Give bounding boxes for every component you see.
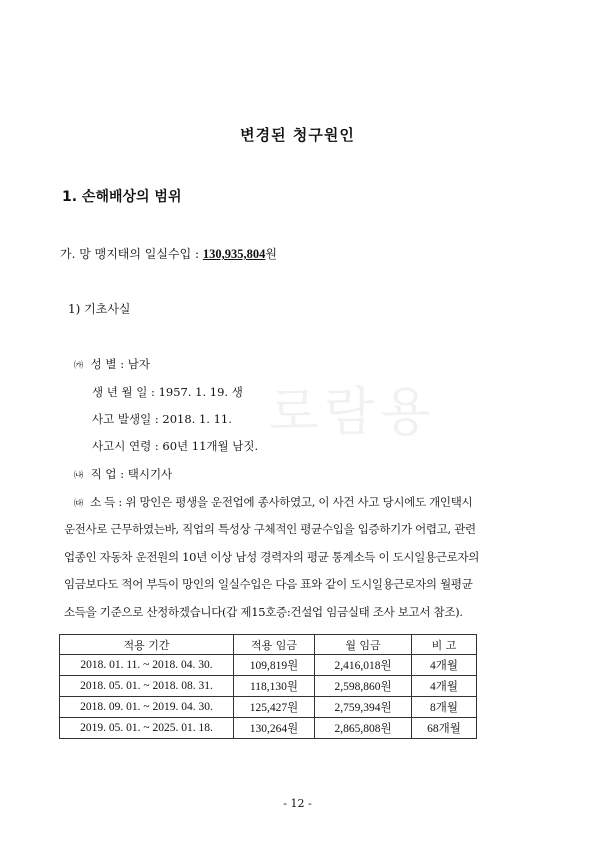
fact-occupation	[74, 466, 172, 482]
fact-label: 소 득	[90, 495, 116, 509]
basic-facts-heading: 1) 기초사실	[68, 302, 131, 316]
fact-gender	[74, 356, 150, 372]
amount-unit: 원	[265, 247, 277, 261]
fact-value: : 1957. 1. 19. 생	[147, 385, 243, 399]
table-cell: 2019. 05. 01. ~ 2025. 01. 18.	[60, 718, 234, 739]
fact-label: 직 업	[90, 467, 117, 481]
column-header: 적용 기간	[60, 635, 234, 655]
wage-table	[59, 634, 477, 739]
table-cell: 2018. 01. 11. ~ 2018. 04. 30.	[60, 655, 234, 676]
paragraph-line: 운전사로 근무하였는바, 직업의 특성상 구체적인 평균수입을 입증하기가 어렵고, 관련	[64, 522, 476, 536]
table-cell: 2018. 05. 01. ~ 2018. 08. 31.	[60, 676, 234, 697]
subsection-heading	[60, 245, 277, 262]
section-heading: 1. 손해배상의 범위	[62, 189, 182, 205]
fact-accident-date	[92, 411, 232, 427]
item-marker: ㈐	[74, 499, 83, 509]
fact-birth	[92, 384, 243, 400]
fact-value: : 남자	[116, 357, 150, 371]
column-header: 월 임금	[315, 635, 412, 655]
table-cell: 130,264원	[234, 718, 315, 739]
table-cell: 2,759,394원	[315, 697, 412, 718]
table-cell: 118,130원	[234, 676, 315, 697]
table-cell: 2018. 09. 01. ~ 2019. 04. 30.	[60, 697, 234, 718]
fact-age	[92, 438, 258, 454]
table-cell: 4개월	[412, 655, 477, 676]
fact-label: 사고시 연령	[92, 439, 152, 453]
table-cell: 68개월	[412, 718, 477, 739]
table-cell: 8개월	[412, 697, 477, 718]
fact-income	[74, 494, 472, 510]
table-row	[60, 655, 477, 676]
column-header: 적용 임금	[234, 635, 315, 655]
fact-value: : 택시기사	[116, 467, 173, 481]
table-cell: 2,598,860원	[315, 676, 412, 697]
paragraph-line: 소득을 기준으로 산정하겠습니다(갑 제15호증:건설업 임금실태 조사 보고서 참조).	[64, 605, 463, 619]
page-title: 변경된 청구원인	[240, 126, 355, 144]
paragraph-line: 업종인 자동차 운전원의 10년 이상 남성 경력자의 평균 통계소득 이 도시일용근로자의	[64, 550, 480, 564]
fact-value: : 60년 11개월 남짓.	[151, 439, 259, 453]
fact-label: 생 년 월 일	[92, 385, 148, 399]
table-cell: 2,865,808원	[315, 718, 412, 739]
fact-label: 사고 발생일	[92, 412, 152, 426]
item-marker: ㈎	[74, 361, 84, 371]
paragraph-line: 임금보다도 적어 부득이 망인의 일실수입은 다음 표와 같이 도시일용근로자의 월평균	[64, 577, 473, 591]
table-cell: 2,416,018원	[315, 655, 412, 676]
column-header: 비 고	[412, 635, 477, 655]
fact-value: : 위 망인은 평생을 운전업에 종사하였고, 이 사건 사고 당시에도 개인택시	[115, 495, 473, 509]
lost-income-amount: 130,935,804	[202, 247, 266, 261]
table-row	[60, 697, 477, 718]
fact-label: 성 별	[90, 357, 117, 371]
page-number: - 12 -	[283, 797, 312, 810]
item-marker: ㈏	[74, 471, 84, 481]
table-header-row	[60, 635, 477, 655]
table-cell: 109,819원	[234, 655, 315, 676]
fact-value: : 2018. 1. 11.	[151, 412, 232, 426]
watermark: 로람용	[268, 383, 437, 443]
table-row	[60, 676, 477, 697]
subsection-prefix: 가. 망 맹지태의 일실수입 :	[60, 247, 203, 261]
table-row	[60, 718, 477, 739]
table-cell: 125,427원	[234, 697, 315, 718]
table-cell: 4개월	[412, 676, 477, 697]
